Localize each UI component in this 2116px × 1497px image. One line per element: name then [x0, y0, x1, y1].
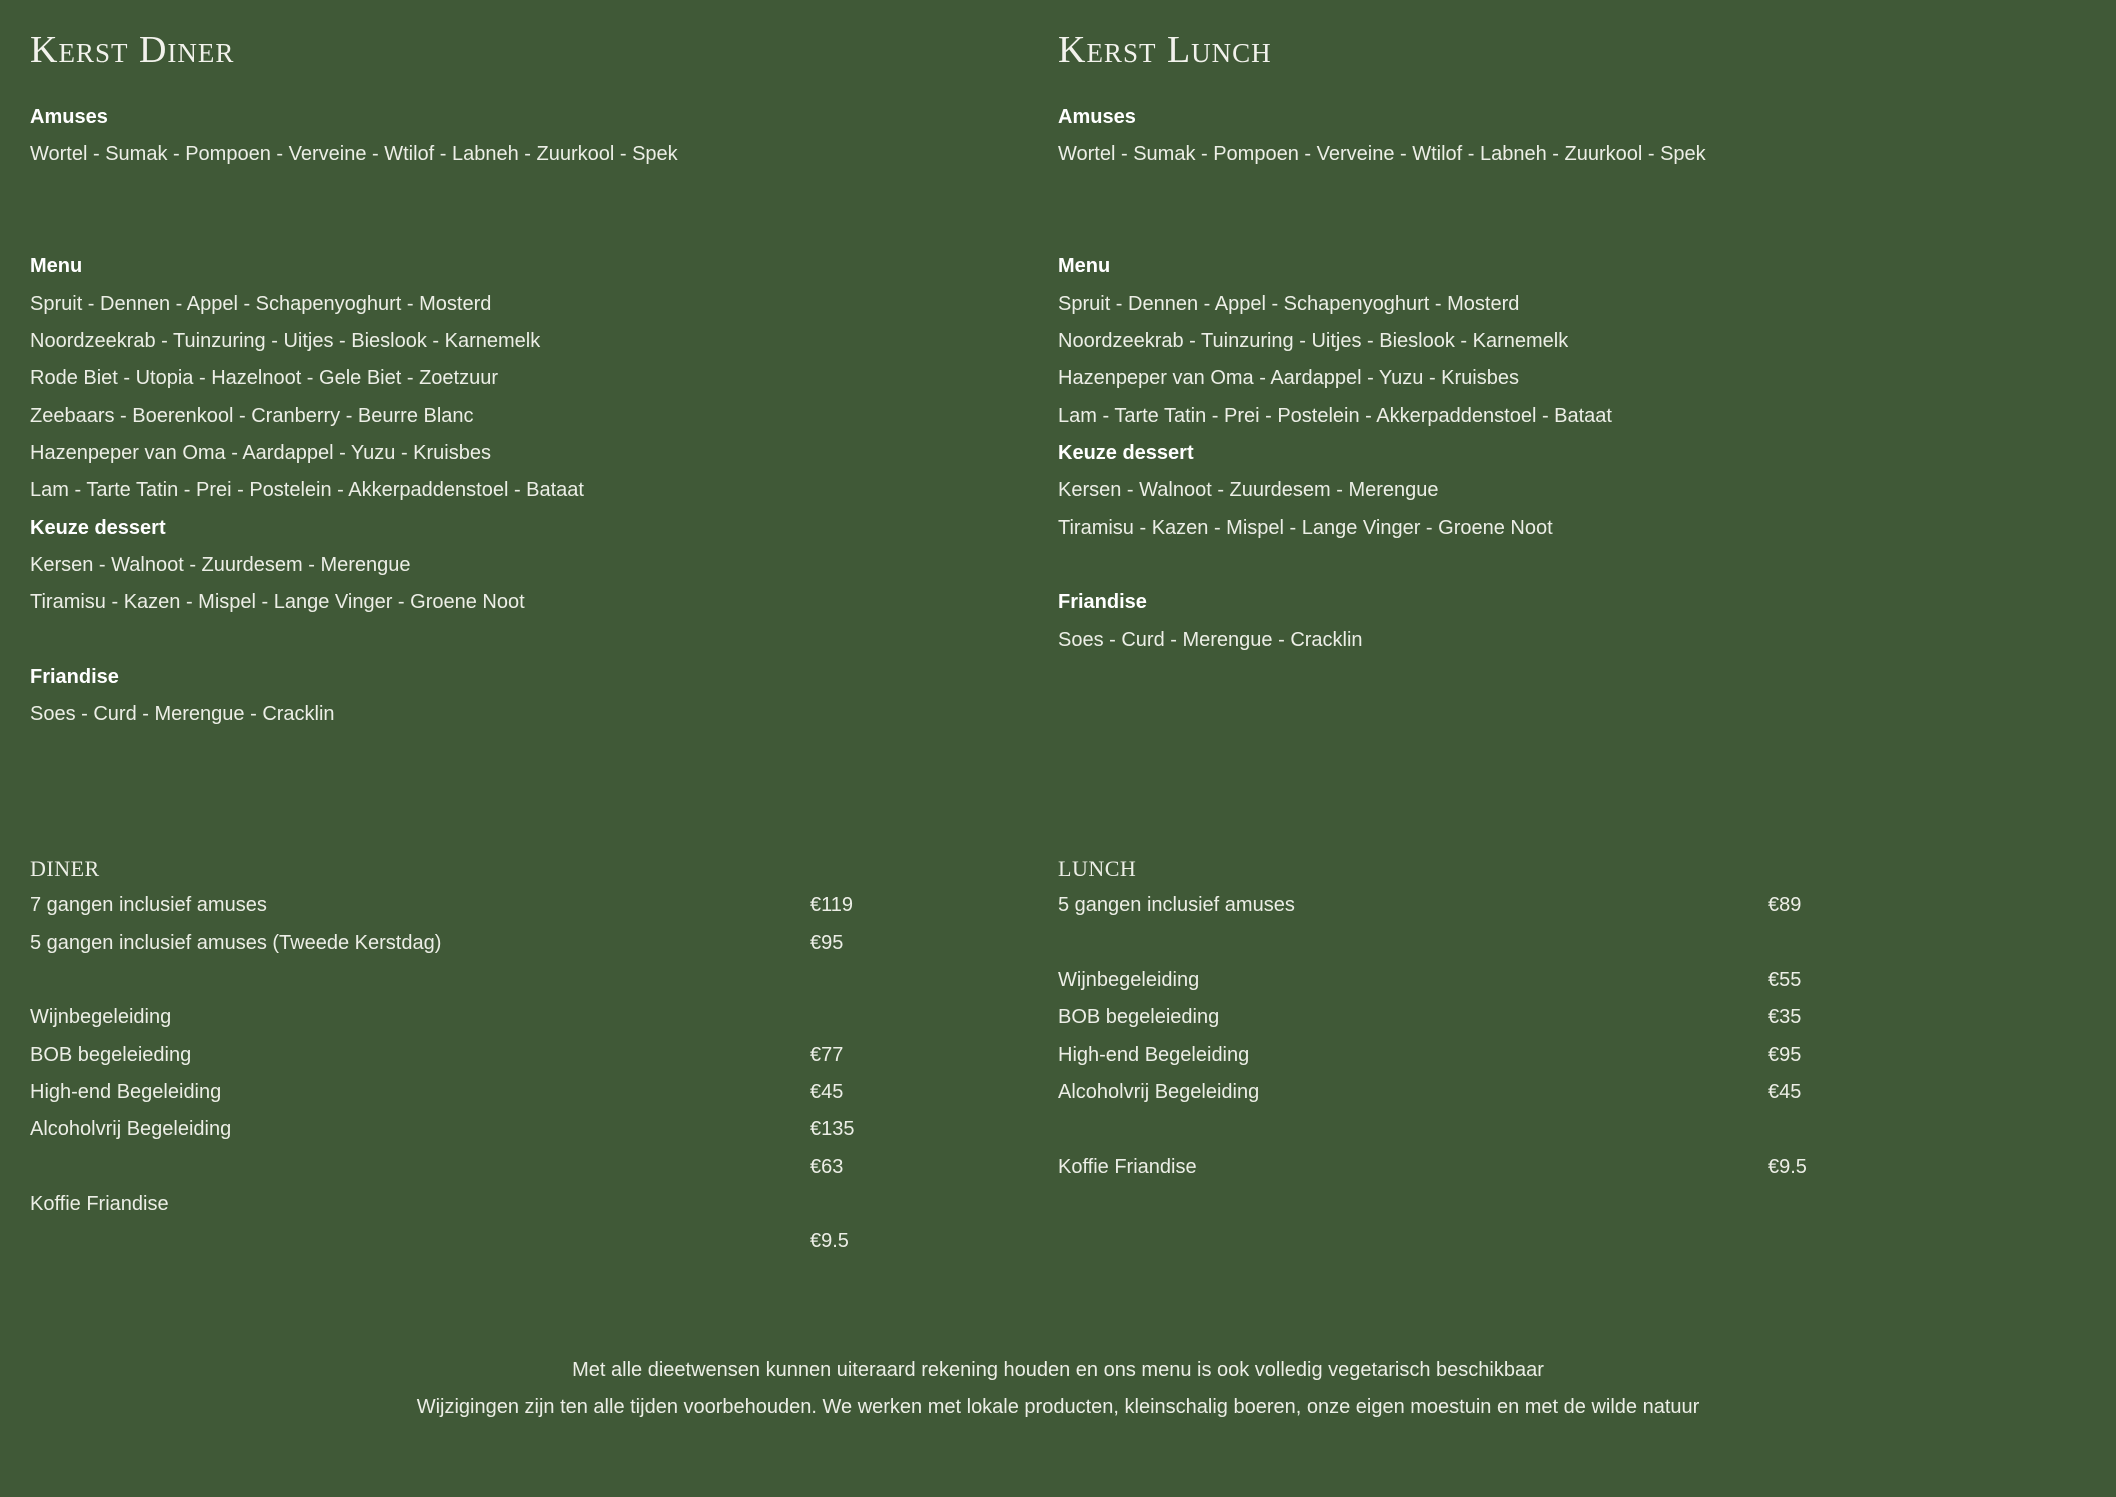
price-label: Wijnbegeleiding [1058, 968, 1200, 991]
price-label: Wijnbegeleiding [30, 1006, 172, 1029]
lunch-menu [1058, 99, 1706, 659]
price-label: DINER [30, 856, 100, 881]
price-row [30, 887, 1030, 924]
menu-section-heading: Friandise [1058, 591, 1147, 614]
price-label: 7 gangen inclusief amuses [30, 894, 267, 917]
menu-dish: Soes - Curd - Merengue - Cracklin [30, 703, 335, 726]
price-row [30, 999, 1030, 1036]
price-value: €35 [1768, 1006, 1802, 1029]
menu-dish: Wortel - Sumak - Pompoen - Verveine - Wtilof - Labneh - Zuurkool - Spek [1058, 143, 1706, 166]
price-value: €9.5 [1768, 1155, 1807, 1178]
menu-dish: Kersen - Walnoot - Zuurdesem - Merengue [1058, 479, 1439, 502]
price-row [30, 962, 1030, 999]
menu-section-heading: Amuses [1058, 106, 1136, 128]
price-row [30, 1186, 1030, 1223]
price-label: 5 gangen inclusief amuses (Tweede Kerstdag) [30, 931, 442, 954]
price-row [1058, 1149, 2058, 1186]
price-value: €95 [810, 931, 844, 954]
footer-disclaimer: Wijzigingen zijn ten alle tijden voorbehouden. We werken met lokale producten, kleinschalig boeren, onze eigen moestuin en met de wilde natuur [416, 1396, 1700, 1419]
price-row [30, 1223, 1030, 1260]
price-row [30, 1111, 1030, 1148]
spacer [1058, 547, 1706, 584]
price-label: High-end Begeleiding [1058, 1043, 1250, 1066]
price-row [1058, 999, 2058, 1036]
price-value: €135 [810, 1118, 855, 1141]
footer-notes [0, 1352, 2116, 1427]
price-label: BOB begeleieding [30, 1043, 192, 1066]
price-row [1058, 1037, 2058, 1074]
menu-dish: Spruit - Dennen - Appel - Schapenyoghurt - Mosterd [30, 292, 492, 315]
price-value: €89 [1768, 894, 1802, 917]
price-label: High-end Begeleiding [30, 1080, 222, 1103]
price-row [1058, 925, 2058, 962]
menu-section-heading: Menu [1058, 255, 1111, 278]
lunch-title: Kerst Lunch [1058, 29, 1272, 71]
pricing-section-heading [30, 850, 1030, 887]
price-row [30, 1074, 1030, 1111]
menu-dish: Wortel - Sumak - Pompoen - Verveine - Wtilof - Labneh - Zuurkool - Spek [30, 143, 678, 166]
price-row [1058, 1111, 2058, 1148]
spacer [1058, 211, 1706, 248]
price-row [1058, 887, 2058, 924]
price-value: €95 [1768, 1043, 1802, 1066]
price-value: €119 [810, 894, 854, 917]
menu-dish: Hazenpeper van Oma - Aardappel - Yuzu - Kruisbes [1058, 367, 1519, 390]
spacer [30, 211, 678, 248]
menu-section-heading: Friandise [30, 665, 119, 688]
menu-section-heading: Menu [30, 255, 83, 278]
menu-section-heading: Keuze dessert [30, 516, 166, 539]
menu-dish: Soes - Curd - Merengue - Cracklin [1058, 628, 1363, 651]
diner-menu [30, 99, 678, 734]
spacer [30, 174, 678, 211]
price-label: BOB begeleieding [1058, 1006, 1220, 1029]
menu-dish: Noordzeekrab - Tuinzuring - Uitjes - Bieslook - Karnemelk [30, 329, 541, 352]
price-label: Alcoholvrij Begeleiding [1058, 1080, 1260, 1103]
price-value: €55 [1768, 968, 1802, 991]
menu-dish: Rode Biet - Utopia - Hazelnoot - Gele Biet - Zoetzuur [30, 367, 498, 390]
price-row [1058, 962, 2058, 999]
diner-title: Kerst Diner [30, 29, 235, 71]
menu-dish: Zeebaars - Boerenkool - Cranberry - Beurre Blanc [30, 404, 474, 427]
menu-dish: Tiramisu - Kazen - Mispel - Lange Vinger - Groene Noot [30, 591, 525, 614]
price-row [30, 1149, 1030, 1186]
price-value: €45 [1768, 1080, 1802, 1103]
diner-pricing [30, 850, 1030, 1261]
price-value: €63 [810, 1155, 844, 1178]
lunch-pricing [1058, 850, 2058, 1186]
menu-dish: Hazenpeper van Oma - Aardappel - Yuzu - Kruisbes [30, 441, 491, 464]
menu-dish: Lam - Tarte Tatin - Prei - Postelein - Akkerpaddenstoel - Bataat [1058, 404, 1612, 427]
spacer [30, 622, 678, 659]
price-row [30, 1037, 1030, 1074]
footer-dietary-note: Met alle dieetwensen kunnen uiteraard rekening houden en ons menu is ook volledig vegetarisch beschikbaar [572, 1359, 1544, 1381]
price-label: Koffie Friandise [30, 1192, 169, 1215]
menu-section-heading: Amuses [30, 106, 108, 128]
price-label: 5 gangen inclusief amuses [1058, 894, 1295, 917]
menu-dish: Kersen - Walnoot - Zuurdesem - Merengue [30, 553, 411, 576]
price-row [30, 925, 1030, 962]
pricing-section-heading [1058, 850, 2058, 887]
menu-dish: Noordzeekrab - Tuinzuring - Uitjes - Bieslook - Karnemelk [1058, 329, 1569, 352]
menu-dish: Tiramisu - Kazen - Mispel - Lange Vinger - Groene Noot [1058, 516, 1553, 539]
price-row [1058, 1074, 2058, 1111]
price-value: €77 [810, 1043, 844, 1066]
price-value: €45 [810, 1080, 844, 1103]
menu-section-heading: Keuze dessert [1058, 441, 1194, 464]
price-label: Koffie Friandise [1058, 1155, 1197, 1178]
spacer [1058, 174, 1706, 211]
price-label: Alcoholvrij Begeleiding [30, 1118, 232, 1141]
menu-dish: Spruit - Dennen - Appel - Schapenyoghurt - Mosterd [1058, 292, 1520, 315]
price-label: LUNCH [1058, 856, 1137, 881]
price-value: €9.5 [810, 1230, 849, 1253]
menu-dish: Lam - Tarte Tatin - Prei - Postelein - Akkerpaddenstoel - Bataat [30, 479, 584, 502]
